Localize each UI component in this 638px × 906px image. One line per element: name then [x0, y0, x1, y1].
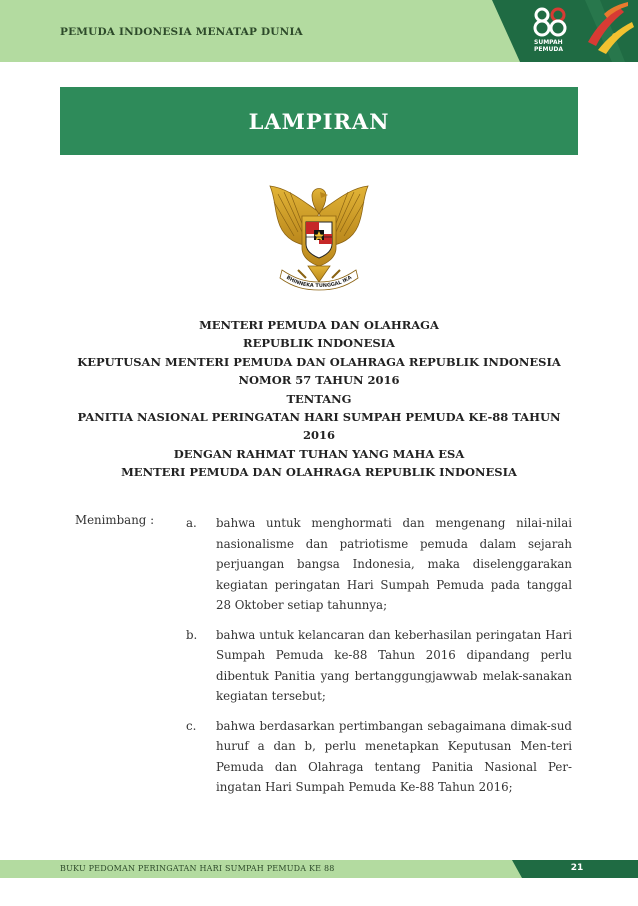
list-item — [186, 625, 572, 707]
item-text: bahwa berdasarkan pertimbangan sebagaimana dimak-sud huruf a dan b, perlu menetapkan Keputusan Men-teri Pemuda dan Olahraga tentang Panitia Nasional Per-ingatan Hari Sumpah Pemuda Ke-88 Tahun 2016; — [216, 718, 572, 794]
header-title: PEMUDA INDONESIA MENATAP DUNIA — [60, 26, 303, 38]
logo-line1: SUMPAH — [534, 39, 563, 46]
heading-line: REPUBLIK INDONESIA — [243, 336, 395, 351]
heading-line: PANITIA NASIONAL PERINGATAN HARI SUMPAH PEMUDA KE-88 TAHUN 2016 — [77, 410, 561, 443]
heading-line: TENTANG — [286, 391, 352, 406]
item-letter: c. — [186, 718, 197, 733]
banner-title: LAMPIRAN — [248, 108, 390, 134]
heading-line: MENTERI PEMUDA DAN OLAHRAGA — [199, 318, 439, 332]
item-letter: a. — [186, 516, 197, 530]
heading-line: KEPUTUSAN MENTERI PEMUDA DAN OLAHRAGA REPUBLIK INDONESIA — [77, 354, 561, 369]
considering-label: Menimbang : — [75, 513, 155, 527]
considering-list — [186, 513, 572, 807]
lampiran-banner — [60, 87, 578, 155]
item-letter: b. — [186, 627, 198, 642]
list-item — [186, 513, 572, 616]
footer-text: BUKU PEDOMAN PERINGATAN HARI SUMPAH PEMUDA KE 88 — [60, 864, 335, 873]
heading-line: NOMOR 57 TAHUN 2016 — [238, 373, 400, 388]
sumpah-pemuda-88-logo — [530, 6, 570, 58]
logo-line2: PEMUDA — [534, 46, 563, 53]
garuda-emblem-icon — [264, 182, 374, 294]
decree-heading — [60, 316, 578, 482]
item-text: bahwa untuk kelancaran dan keberhasilan peringatan Hari Sumpah Pemuda ke-88 Tahun 2016 dipandang perlu dibentuk Panitia yang bertanggungjawwab melak-sanakan kegiatan tersebut; — [216, 627, 572, 703]
emblem-motto: BHINNEKA TUNGGAL IKA — [285, 274, 353, 290]
page-number: 21 — [570, 863, 584, 873]
heading-line: MENTERI PEMUDA DAN OLAHRAGA REPUBLIK INDONESIA — [121, 465, 517, 480]
heading-line: DENGAN RAHMAT TUHAN YANG MAHA ESA — [173, 446, 465, 461]
list-item — [186, 716, 572, 798]
item-text: bahwa untuk menghormati dan mengenang nilai-nilai nasionalisme dan patriotisme pemuda dalam sejarah perjuangan bangsa Indonesia, maka diselenggarakan kegiatan peringatan Hari Sumpah Pemuda pada tanggal 28 Oktober setiap tahunnya; — [216, 516, 572, 612]
